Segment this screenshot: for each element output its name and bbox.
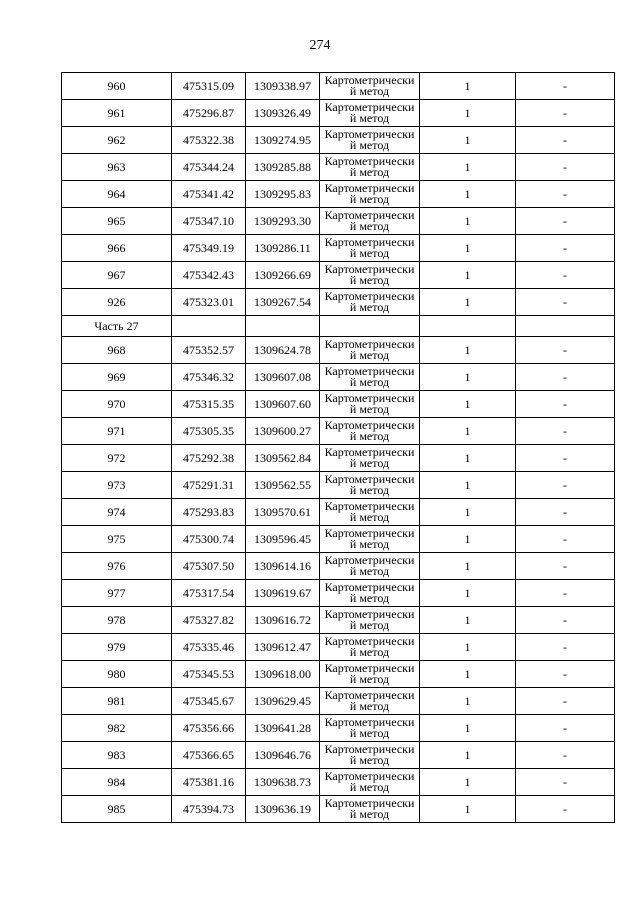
method-cell xyxy=(320,100,420,127)
method-text-line: й метод xyxy=(349,672,390,686)
method-cell xyxy=(320,73,420,100)
x-coordinate-cell: 475315.35 xyxy=(172,391,246,418)
method-cell xyxy=(320,391,420,418)
table-row xyxy=(62,289,615,316)
x-coordinate-cell: 475347.10 xyxy=(172,208,246,235)
x-coordinate-cell: 475366.65 xyxy=(172,742,246,769)
point-number-cell: 973 xyxy=(62,472,172,499)
table-row xyxy=(62,418,615,445)
method-text-line: Картометрически xyxy=(324,73,415,87)
method-cell xyxy=(320,127,420,154)
accuracy-cell: 1 xyxy=(420,73,516,100)
y-coordinate-cell: 1309266.69 xyxy=(246,262,320,289)
method-cell xyxy=(320,208,420,235)
description-cell: - xyxy=(516,472,615,499)
point-number-cell: 978 xyxy=(62,607,172,634)
method-text-line: Картометрически xyxy=(324,715,415,729)
point-number-cell: 963 xyxy=(62,154,172,181)
method-cell xyxy=(320,445,420,472)
method-cell xyxy=(320,364,420,391)
method-text-line: й метод xyxy=(349,645,390,659)
description-cell: - xyxy=(516,715,615,742)
method-cell xyxy=(320,769,420,796)
method-text-line: Картометрически xyxy=(324,154,415,168)
method-text-line: й метод xyxy=(349,273,390,287)
method-text-line: Картометрически xyxy=(324,337,415,351)
y-coordinate-cell: 1309624.78 xyxy=(246,337,320,364)
empty-cell xyxy=(320,316,420,337)
y-coordinate-cell: 1309338.97 xyxy=(246,73,320,100)
x-coordinate-cell: 475356.66 xyxy=(172,715,246,742)
method-text-line: й метод xyxy=(349,138,390,152)
y-coordinate-cell: 1309326.49 xyxy=(246,100,320,127)
accuracy-cell: 1 xyxy=(420,634,516,661)
accuracy-cell: 1 xyxy=(420,553,516,580)
section-row xyxy=(62,316,615,337)
x-coordinate-cell: 475346.32 xyxy=(172,364,246,391)
y-coordinate-cell: 1309562.55 xyxy=(246,472,320,499)
method-cell xyxy=(320,472,420,499)
section-label: Часть 27 xyxy=(62,316,172,337)
empty-cell xyxy=(172,316,246,337)
method-text-line: й метод xyxy=(349,537,390,551)
description-cell: - xyxy=(516,634,615,661)
x-coordinate-cell: 475323.01 xyxy=(172,289,246,316)
point-number-cell: 974 xyxy=(62,499,172,526)
x-coordinate-cell: 475315.09 xyxy=(172,73,246,100)
method-text-line: й метод xyxy=(349,591,390,605)
x-coordinate-cell: 475342.43 xyxy=(172,262,246,289)
description-cell: - xyxy=(516,391,615,418)
method-text-line: Картометрически xyxy=(324,364,415,378)
point-number-cell: 970 xyxy=(62,391,172,418)
accuracy-cell: 1 xyxy=(420,181,516,208)
table-row xyxy=(62,181,615,208)
x-coordinate-cell: 475296.87 xyxy=(172,100,246,127)
method-text-line: Картометрически xyxy=(324,580,415,594)
method-text-line: Картометрически xyxy=(324,235,415,249)
description-cell: - xyxy=(516,235,615,262)
method-cell xyxy=(320,634,420,661)
method-text-line: Картометрически xyxy=(324,127,415,141)
accuracy-cell: 1 xyxy=(420,235,516,262)
y-coordinate-cell: 1309562.84 xyxy=(246,445,320,472)
method-text-line: Картометрически xyxy=(324,289,415,303)
accuracy-cell: 1 xyxy=(420,742,516,769)
accuracy-cell: 1 xyxy=(420,262,516,289)
method-text-line: й метод xyxy=(349,192,390,206)
method-cell xyxy=(320,796,420,823)
point-number-cell: 979 xyxy=(62,634,172,661)
description-cell: - xyxy=(516,607,615,634)
description-cell: - xyxy=(516,337,615,364)
method-text-line: й метод xyxy=(349,618,390,632)
y-coordinate-cell: 1309607.08 xyxy=(246,364,320,391)
method-text-line: Картометрически xyxy=(324,499,415,513)
method-text-line: Картометрически xyxy=(324,208,415,222)
accuracy-cell: 1 xyxy=(420,154,516,181)
accuracy-cell: 1 xyxy=(420,769,516,796)
method-text-line: й метод xyxy=(349,300,390,314)
x-coordinate-cell: 475292.38 xyxy=(172,445,246,472)
description-cell: - xyxy=(516,127,615,154)
y-coordinate-cell: 1309619.67 xyxy=(246,580,320,607)
table-row xyxy=(62,499,615,526)
method-text-line: Картометрически xyxy=(324,796,415,810)
x-coordinate-cell: 475344.24 xyxy=(172,154,246,181)
method-text-line: й метод xyxy=(349,429,390,443)
method-text-line: й метод xyxy=(349,348,390,362)
accuracy-cell: 1 xyxy=(420,364,516,391)
y-coordinate-cell: 1309636.19 xyxy=(246,796,320,823)
accuracy-cell: 1 xyxy=(420,715,516,742)
table-row xyxy=(62,607,615,634)
method-text-line: Картометрически xyxy=(324,661,415,675)
point-number-cell: 985 xyxy=(62,796,172,823)
accuracy-cell: 1 xyxy=(420,391,516,418)
description-cell: - xyxy=(516,553,615,580)
accuracy-cell: 1 xyxy=(420,127,516,154)
table-row xyxy=(62,472,615,499)
description-cell: - xyxy=(516,100,615,127)
method-text-line: й метод xyxy=(349,375,390,389)
method-cell xyxy=(320,742,420,769)
point-number-cell: 964 xyxy=(62,181,172,208)
method-text-line: й метод xyxy=(349,699,390,713)
y-coordinate-cell: 1309596.45 xyxy=(246,526,320,553)
y-coordinate-cell: 1309646.76 xyxy=(246,742,320,769)
point-number-cell: 961 xyxy=(62,100,172,127)
x-coordinate-cell: 475322.38 xyxy=(172,127,246,154)
point-number-cell: 983 xyxy=(62,742,172,769)
y-coordinate-cell: 1309570.61 xyxy=(246,499,320,526)
accuracy-cell: 1 xyxy=(420,526,516,553)
x-coordinate-cell: 475381.16 xyxy=(172,769,246,796)
method-text-line: й метод xyxy=(349,807,390,821)
coordinates-table xyxy=(61,72,615,823)
method-text-line: й метод xyxy=(349,564,390,578)
y-coordinate-cell: 1309607.60 xyxy=(246,391,320,418)
empty-cell xyxy=(246,316,320,337)
description-cell: - xyxy=(516,769,615,796)
method-text-line: Картометрически xyxy=(324,688,415,702)
x-coordinate-cell: 475293.83 xyxy=(172,499,246,526)
table-row xyxy=(62,526,615,553)
accuracy-cell: 1 xyxy=(420,661,516,688)
accuracy-cell: 1 xyxy=(420,337,516,364)
method-text-line: й метод xyxy=(349,726,390,740)
point-number-cell: 972 xyxy=(62,445,172,472)
method-text-line: й метод xyxy=(349,111,390,125)
y-coordinate-cell: 1309638.73 xyxy=(246,769,320,796)
page-number: 274 xyxy=(309,38,331,53)
table-row xyxy=(62,796,615,823)
method-text-line: й метод xyxy=(349,219,390,233)
accuracy-cell: 1 xyxy=(420,499,516,526)
accuracy-cell: 1 xyxy=(420,580,516,607)
point-number-cell: 967 xyxy=(62,262,172,289)
accuracy-cell: 1 xyxy=(420,688,516,715)
method-text-line: Картометрически xyxy=(324,553,415,567)
point-number-cell: 965 xyxy=(62,208,172,235)
method-text-line: Картометрически xyxy=(324,181,415,195)
point-number-cell: 981 xyxy=(62,688,172,715)
method-cell xyxy=(320,553,420,580)
description-cell: - xyxy=(516,208,615,235)
accuracy-cell: 1 xyxy=(420,445,516,472)
method-text-line: Картометрически xyxy=(324,262,415,276)
y-coordinate-cell: 1309614.16 xyxy=(246,553,320,580)
y-coordinate-cell: 1309629.45 xyxy=(246,688,320,715)
table-row xyxy=(62,262,615,289)
method-text-line: Картометрически xyxy=(324,526,415,540)
method-text-line: й метод xyxy=(349,165,390,179)
method-text-line: Картометрически xyxy=(324,418,415,432)
point-number-cell: 975 xyxy=(62,526,172,553)
description-cell: - xyxy=(516,526,615,553)
accuracy-cell: 1 xyxy=(420,796,516,823)
method-cell xyxy=(320,688,420,715)
method-text-line: Картометрически xyxy=(324,100,415,114)
x-coordinate-cell: 475349.19 xyxy=(172,235,246,262)
y-coordinate-cell: 1309285.88 xyxy=(246,154,320,181)
table-row xyxy=(62,742,615,769)
description-cell: - xyxy=(516,289,615,316)
y-coordinate-cell: 1309295.83 xyxy=(246,181,320,208)
table-row xyxy=(62,73,615,100)
table-row xyxy=(62,661,615,688)
description-cell: - xyxy=(516,262,615,289)
method-cell xyxy=(320,235,420,262)
accuracy-cell: 1 xyxy=(420,418,516,445)
method-cell xyxy=(320,499,420,526)
y-coordinate-cell: 1309641.28 xyxy=(246,715,320,742)
accuracy-cell: 1 xyxy=(420,289,516,316)
x-coordinate-cell: 475345.53 xyxy=(172,661,246,688)
method-text-line: Картометрически xyxy=(324,769,415,783)
method-cell xyxy=(320,289,420,316)
point-number-cell: 984 xyxy=(62,769,172,796)
accuracy-cell: 1 xyxy=(420,472,516,499)
method-text-line: й метод xyxy=(349,753,390,767)
method-text-line: Картометрически xyxy=(324,607,415,621)
table-row xyxy=(62,208,615,235)
point-number-cell: 980 xyxy=(62,661,172,688)
method-text-line: Картометрически xyxy=(324,391,415,405)
method-text-line: й метод xyxy=(349,780,390,794)
y-coordinate-cell: 1309267.54 xyxy=(246,289,320,316)
table-row xyxy=(62,391,615,418)
table-row xyxy=(62,364,615,391)
x-coordinate-cell: 475335.46 xyxy=(172,634,246,661)
table-row xyxy=(62,715,615,742)
x-coordinate-cell: 475352.57 xyxy=(172,337,246,364)
method-cell xyxy=(320,580,420,607)
method-text-line: й метод xyxy=(349,483,390,497)
description-cell: - xyxy=(516,661,615,688)
point-number-cell: 966 xyxy=(62,235,172,262)
x-coordinate-cell: 475305.35 xyxy=(172,418,246,445)
table-row xyxy=(62,100,615,127)
x-coordinate-cell: 475317.54 xyxy=(172,580,246,607)
table-row xyxy=(62,688,615,715)
method-cell xyxy=(320,181,420,208)
method-text-line: й метод xyxy=(349,510,390,524)
point-number-cell: 960 xyxy=(62,73,172,100)
description-cell: - xyxy=(516,742,615,769)
description-cell: - xyxy=(516,796,615,823)
method-cell xyxy=(320,337,420,364)
empty-cell xyxy=(516,316,615,337)
method-text-line: й метод xyxy=(349,84,390,98)
method-text-line: й метод xyxy=(349,402,390,416)
point-number-cell: 969 xyxy=(62,364,172,391)
point-number-cell: 971 xyxy=(62,418,172,445)
method-cell xyxy=(320,526,420,553)
point-number-cell: 926 xyxy=(62,289,172,316)
table-row xyxy=(62,154,615,181)
method-cell xyxy=(320,607,420,634)
y-coordinate-cell: 1309618.00 xyxy=(246,661,320,688)
empty-cell xyxy=(420,316,516,337)
table-row xyxy=(62,769,615,796)
x-coordinate-cell: 475307.50 xyxy=(172,553,246,580)
method-cell xyxy=(320,262,420,289)
point-number-cell: 968 xyxy=(62,337,172,364)
y-coordinate-cell: 1309600.27 xyxy=(246,418,320,445)
method-text-line: й метод xyxy=(349,246,390,260)
point-number-cell: 976 xyxy=(62,553,172,580)
accuracy-cell: 1 xyxy=(420,208,516,235)
table-row xyxy=(62,553,615,580)
x-coordinate-cell: 475341.42 xyxy=(172,181,246,208)
x-coordinate-cell: 475394.73 xyxy=(172,796,246,823)
y-coordinate-cell: 1309293.30 xyxy=(246,208,320,235)
table-row xyxy=(62,445,615,472)
x-coordinate-cell: 475291.31 xyxy=(172,472,246,499)
method-text-line: Картометрически xyxy=(324,472,415,486)
accuracy-cell: 1 xyxy=(420,100,516,127)
description-cell: - xyxy=(516,154,615,181)
x-coordinate-cell: 475345.67 xyxy=(172,688,246,715)
table-row xyxy=(62,580,615,607)
table-row xyxy=(62,127,615,154)
point-number-cell: 977 xyxy=(62,580,172,607)
method-cell xyxy=(320,661,420,688)
point-number-cell: 982 xyxy=(62,715,172,742)
description-cell: - xyxy=(516,181,615,208)
method-text-line: Картометрически xyxy=(324,742,415,756)
description-cell: - xyxy=(516,73,615,100)
method-text-line: Картометрически xyxy=(324,634,415,648)
y-coordinate-cell: 1309274.95 xyxy=(246,127,320,154)
method-text-line: Картометрически xyxy=(324,445,415,459)
table-row xyxy=(62,337,615,364)
description-cell: - xyxy=(516,688,615,715)
point-number-cell: 962 xyxy=(62,127,172,154)
description-cell: - xyxy=(516,418,615,445)
description-cell: - xyxy=(516,499,615,526)
x-coordinate-cell: 475300.74 xyxy=(172,526,246,553)
method-text-line: й метод xyxy=(349,456,390,470)
table-row xyxy=(62,235,615,262)
y-coordinate-cell: 1309286.11 xyxy=(246,235,320,262)
description-cell: - xyxy=(516,580,615,607)
table-row xyxy=(62,634,615,661)
description-cell: - xyxy=(516,445,615,472)
method-cell xyxy=(320,418,420,445)
y-coordinate-cell: 1309616.72 xyxy=(246,607,320,634)
method-cell xyxy=(320,715,420,742)
coordinates-table-body xyxy=(62,73,615,823)
description-cell: - xyxy=(516,364,615,391)
y-coordinate-cell: 1309612.47 xyxy=(246,634,320,661)
x-coordinate-cell: 475327.82 xyxy=(172,607,246,634)
accuracy-cell: 1 xyxy=(420,607,516,634)
method-cell xyxy=(320,154,420,181)
